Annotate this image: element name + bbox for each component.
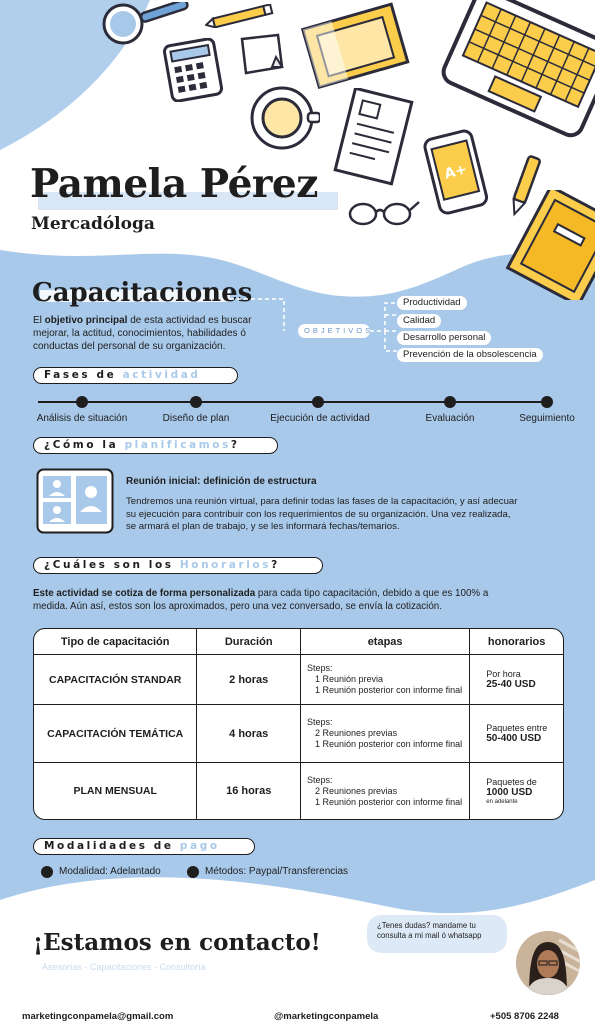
step-item: 1 Reunión previa bbox=[315, 674, 384, 684]
video-call-icon bbox=[36, 468, 114, 534]
profession-subtitle: Mercadóloga bbox=[31, 214, 155, 234]
step-item: 2 Reuniones previas bbox=[315, 728, 398, 738]
cell-duration: 16 horas bbox=[197, 763, 301, 819]
hon-heading-end: ? bbox=[271, 559, 280, 571]
pencil-icon bbox=[205, 4, 275, 28]
honorarios-note bbox=[33, 587, 503, 613]
planificacion-body: Tendremos una reunión virtual, para definir todas las fases de la capacitación, y así adecuar su ejecución para contribuir con los requerimientos de su organización. Una vez realizada, se armará el plan de trabajo, y se les informará fechas/temarios. bbox=[126, 496, 518, 532]
calculator-icon bbox=[162, 38, 224, 102]
page-title: Pamela Pérez bbox=[30, 161, 318, 207]
bubble-text: ¿Tenes dudas? mandame tu consulta a mi mail ó whatsapp bbox=[377, 921, 482, 940]
cell-fee bbox=[470, 705, 563, 763]
timeline-label: Diseño de plan bbox=[162, 413, 230, 424]
hon-heading-text: ¿Cuáles son los bbox=[44, 559, 180, 571]
timeline-dot bbox=[190, 396, 202, 408]
column-header: honorarios bbox=[470, 629, 563, 655]
objetivo-item: Prevención de la obsolescencia bbox=[397, 348, 543, 362]
objetivo-item: Calidad bbox=[397, 314, 441, 328]
cell-duration: 2 horas bbox=[197, 655, 301, 705]
glasses-icon bbox=[345, 196, 420, 230]
step-item: 1 Reunión posterior con informe final bbox=[315, 685, 463, 695]
timeline-dot bbox=[76, 396, 88, 408]
planificacion-heading bbox=[33, 437, 278, 454]
contacto-services: Asesorías - Capacitaciones - Consultoría bbox=[42, 962, 206, 972]
objetivo-item: Productividad bbox=[397, 296, 467, 310]
honorarios-heading bbox=[33, 557, 323, 574]
fees-table bbox=[33, 628, 564, 820]
bullet-icon bbox=[41, 866, 53, 878]
notebook-icon bbox=[505, 190, 595, 300]
steps-label: Steps: bbox=[307, 717, 333, 727]
pago-item: Modalidad: Adelantado bbox=[59, 866, 161, 877]
timeline-line bbox=[38, 401, 550, 403]
footer-email[interactable]: marketingconpamela@gmail.com bbox=[22, 1011, 174, 1022]
cell-duration: 4 horas bbox=[197, 705, 301, 763]
timeline-label: Seguimiento bbox=[519, 413, 575, 424]
note-rest: para cada tipo capacitación, debido a que es 100% a medida. Aún así, estos son los aproximados, pero una vez conversado, se envía la cotización. bbox=[33, 588, 489, 612]
objetivo-item: Desarrollo personal bbox=[397, 331, 491, 345]
pago-heading-text: Modalidades de bbox=[44, 840, 180, 852]
cell-fee bbox=[470, 763, 563, 819]
cell-name: PLAN MENSUAL bbox=[34, 763, 197, 819]
cell-steps bbox=[301, 763, 470, 819]
phone-grade-icon bbox=[420, 128, 492, 218]
fee-note: en adelante bbox=[486, 798, 518, 805]
timeline-dot bbox=[312, 396, 324, 408]
fee-value: 1000 USD bbox=[486, 787, 533, 798]
intro-bold: objetivo principal bbox=[44, 315, 128, 326]
footer-phone[interactable]: +505 8706 2248 bbox=[490, 1011, 559, 1022]
capacitaciones-heading: Capacitaciones bbox=[32, 278, 253, 308]
steps-label: Steps: bbox=[307, 663, 333, 673]
note-bold: Este actividad se cotiza de forma personalizada bbox=[33, 588, 256, 599]
timeline-dot bbox=[444, 396, 456, 408]
table-header-row bbox=[34, 629, 563, 655]
intro-text-end: de esta actividad es buscar mejorar, la actitud, conocimientos, habilidades ó conductas del personal de su organización. bbox=[33, 315, 252, 352]
contacto-bubble bbox=[367, 915, 507, 953]
column-header: etapas bbox=[301, 629, 470, 655]
pago-heading bbox=[33, 838, 255, 855]
fases-heading-highlight: actividad bbox=[122, 369, 201, 381]
fases-heading-text: Fases de bbox=[44, 369, 123, 381]
cell-steps bbox=[301, 655, 470, 705]
column-header: Tipo de capacitación bbox=[34, 629, 197, 655]
step-item: 1 Reunión posterior con informe final bbox=[315, 796, 463, 807]
cell-name: CAPACITACIÓN TEMÁTICA bbox=[34, 705, 197, 763]
fee-value: 50-400 USD bbox=[486, 733, 542, 744]
folder-icon bbox=[295, 0, 413, 90]
document-icon bbox=[328, 88, 418, 188]
table-row bbox=[34, 705, 563, 763]
fee-label: Paquetes de bbox=[486, 776, 537, 787]
cell-steps bbox=[301, 705, 470, 763]
avatar bbox=[515, 930, 581, 996]
step-item: 1 Reunión posterior con informe final bbox=[315, 739, 463, 749]
column-header: Duración bbox=[197, 629, 301, 655]
timeline-label: Análisis de situación bbox=[36, 413, 128, 424]
sticky-note-icon bbox=[236, 33, 286, 75]
plan-heading-text: ¿Cómo la bbox=[44, 439, 125, 451]
step-item: 2 Reuniones previas bbox=[315, 785, 398, 796]
table-row bbox=[34, 655, 563, 705]
plan-heading-end: ? bbox=[230, 439, 240, 451]
intro-text: El bbox=[33, 315, 45, 326]
fee-value: 25-40 USD bbox=[486, 679, 536, 690]
cell-name: CAPACITACIÓN STANDAR bbox=[34, 655, 197, 705]
plan-heading-highlight: planificamos bbox=[124, 439, 231, 451]
svg-text:A+: A+ bbox=[442, 161, 469, 183]
hon-heading-highlight: Honorarios bbox=[179, 559, 272, 571]
fases-heading bbox=[33, 367, 238, 384]
bullet-icon bbox=[187, 866, 199, 878]
footer-social[interactable]: @marketingconpamela bbox=[274, 1011, 379, 1022]
steps-label: Steps: bbox=[307, 774, 333, 785]
pago-heading-highlight: pago bbox=[179, 840, 220, 852]
timeline-label: Evaluación bbox=[425, 413, 475, 424]
table-row bbox=[34, 763, 563, 819]
timeline-label: Ejecución de actividad bbox=[270, 413, 370, 424]
pago-item: Métodos: Paypal/Transferencias bbox=[205, 866, 349, 877]
objetivos-label: OBJETIVOS bbox=[298, 324, 370, 338]
coffee-cup-icon bbox=[248, 85, 320, 151]
fee-label: Por hora bbox=[486, 668, 521, 679]
planificacion-title: Reunión inicial: definición de estructura bbox=[126, 476, 317, 487]
fee-label: Paquetes entre bbox=[486, 722, 548, 733]
cell-fee bbox=[470, 655, 563, 705]
contacto-heading: ¡Estamos en contacto! bbox=[33, 929, 321, 956]
timeline-dot bbox=[541, 396, 553, 408]
